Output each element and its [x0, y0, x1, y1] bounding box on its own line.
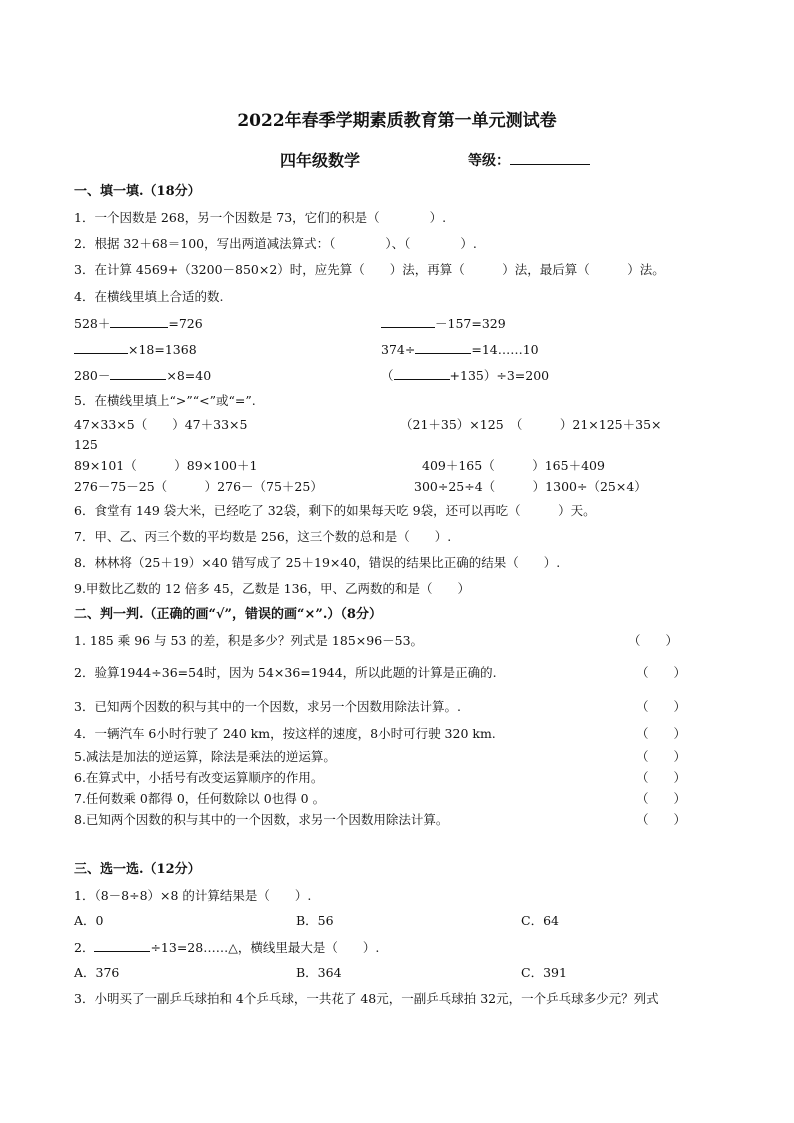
q4a-pre: 528＋	[74, 316, 111, 331]
s1-q6: 6．食堂有 149 袋大米，已经吃了 32袋，剩下的如果每天吃 9袋，还可以再吃（ ）天。	[74, 503, 596, 518]
s1-q3: 3．在计算 4569+（3200－850×2）时，应先算（ ）法，再算（ ）法，最后算（ ）法。	[74, 262, 665, 277]
s3-q1-option-b[interactable]: B．56	[296, 913, 334, 928]
s3-q3: 3．小明买了一副乒乓球拍和 4个乒乓球，一共花了 48元，一副乒乓球拍 32元，一个乒乓球多少元？列式	[74, 991, 659, 1006]
q4f-post: +135）÷3=200	[449, 368, 550, 383]
q4d-blank[interactable]	[415, 341, 471, 354]
s2-answer-1[interactable]: （ ）	[628, 633, 679, 648]
q4a-blank[interactable]	[110, 315, 168, 328]
s1-q9: 9.甲数比乙数的 12 倍多 45，乙数是 136，甲、乙两数的和是（ ）	[74, 581, 470, 596]
s3-q1: 1．（8－8÷8）×8 的计算结果是（ ）.	[74, 888, 312, 903]
s2-item-6: 6.在算式中，小括号有改变运算顺序的作用。	[74, 770, 324, 785]
q4e-post: ×8=40	[166, 368, 212, 383]
q4c-blank[interactable]	[74, 341, 128, 354]
s1-q7: 7．甲、乙、丙三个数的平均数是 256，这三个数的总和是（ ）.	[74, 529, 452, 544]
s1-q5a: 47×33×5（ ）47＋33×5	[74, 417, 248, 432]
s3-q2-option-a[interactable]: A．376	[74, 965, 120, 980]
grade-field	[468, 150, 590, 170]
q4f-pre: （	[381, 368, 394, 383]
s3-q2-blank[interactable]	[94, 939, 150, 952]
s1-q4c	[74, 341, 197, 358]
s1-q2: 2．根据 32＋68＝100，写出两道减法算式：（ ）、（ ）.	[74, 236, 477, 251]
s2-answer-7[interactable]: （ ）	[636, 791, 687, 806]
s1-q5d: 409＋165（ ）165＋409	[422, 458, 605, 473]
s1-q4: 4．在横线里填上合适的数.	[74, 289, 224, 304]
s1-q8: 8．林林将（25＋19）×40 错写成了 25＋19×40，错误的结果比正确的结果（ ）.	[74, 555, 561, 570]
s1-q5c: 89×101（ ）89×100＋1	[74, 458, 258, 473]
section3-heading: 三、选一选.（12分）	[74, 862, 201, 877]
s2-item-8: 8.已知两个因数的积与其中的一个因数，求另一个因数用除法计算。	[74, 812, 449, 827]
s2-item-3: 3．已知两个因数的积与其中的一个因数，求另一个因数用除法计算。.	[74, 699, 461, 714]
s1-q4b	[381, 315, 506, 332]
s2-answer-4[interactable]: （ ）	[636, 726, 687, 741]
grade-label: 等级：	[468, 153, 510, 169]
s1-q5f: 300÷25÷4（ ）1300÷（25×4）	[414, 479, 647, 494]
s1-q4f	[381, 367, 549, 384]
q4f-blank[interactable]	[394, 367, 450, 380]
s1-q5b: （21＋35）×125 （ ）21×125＋35×	[400, 417, 662, 432]
q4e-pre: 280－	[74, 368, 111, 383]
s3-q2-option-c[interactable]: C．391	[521, 965, 567, 980]
s1-q5: 5．在横线里填上“>”“<”或“=”.	[74, 393, 256, 408]
q4b-blank[interactable]	[381, 315, 435, 328]
s1-q5e: 276－75－25（ ）276－（75＋25）	[74, 479, 323, 494]
q4a-post: =726	[168, 316, 203, 331]
s1-q4e	[74, 367, 211, 384]
s2-item-5: 5.减法是加法的逆运算，除法是乘法的逆运算。	[74, 749, 336, 764]
s3-q1-option-a[interactable]: A．0	[74, 913, 104, 928]
q4d-post: =14……10	[471, 342, 539, 357]
exam-title: 2022年春季学期素质教育第一单元测试卷	[237, 111, 557, 131]
s2-answer-3[interactable]: （ ）	[636, 699, 687, 714]
subject-title: 四年级数学	[280, 151, 361, 170]
s2-answer-2[interactable]: （ ）	[636, 665, 687, 680]
s3-q2-post: ÷13=28……△，横线里最大是（ ）.	[150, 940, 380, 955]
s2-answer-6[interactable]: （ ）	[636, 770, 687, 785]
s1-q4d	[381, 341, 539, 358]
s2-item-2: 2．验算1944÷36=54时，因为 54×36=1944，所以此题的计算是正确的.	[74, 665, 497, 680]
s1-q4a	[74, 315, 203, 332]
s3-q2	[74, 939, 379, 956]
section2-heading: 二、判一判.（正确的画“√”，错误的画“×”.）（8分）	[74, 607, 382, 622]
q4c-post: ×18=1368	[128, 342, 197, 357]
s2-answer-5[interactable]: （ ）	[636, 749, 687, 764]
s2-item-1: 1. 185 乘 96 与 53 的差，积是多少？列式是 185×96－53。	[74, 633, 424, 648]
q4d-pre: 374÷	[381, 342, 416, 357]
grade-blank[interactable]	[510, 152, 590, 165]
q4b-post: －157=329	[435, 316, 506, 331]
s1-q1: 1．一个因数是 268，另一个因数是 73，它们的积是（ ）.	[74, 210, 447, 225]
s3-q2-option-b[interactable]: B．364	[296, 965, 342, 980]
s3-q1-option-c[interactable]: C．64	[521, 913, 559, 928]
s1-q5b-wrap: 125	[74, 437, 98, 452]
s2-answer-8[interactable]: （ ）	[636, 812, 687, 827]
section1-heading: 一、填一填.（18分）	[74, 184, 201, 199]
s3-q2-pre: 2．	[74, 940, 95, 955]
s2-item-4: 4．一辆汽车 6小时行驶了 240 km，按这样的速度，8小时可行驶 320 km.	[74, 726, 496, 741]
s2-item-7: 7.任何数乘 0都得 0，任何数除以 0也得 0 。	[74, 791, 326, 806]
q4e-blank[interactable]	[110, 367, 166, 380]
